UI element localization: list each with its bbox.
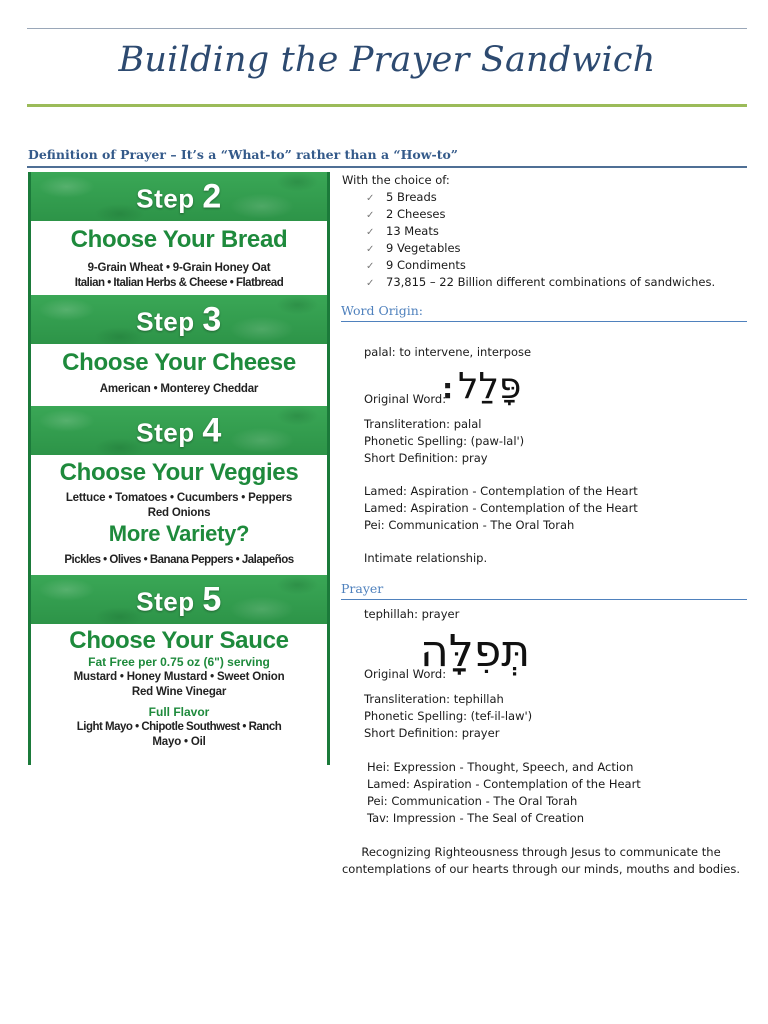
step-2-number: 2 xyxy=(202,177,222,215)
tephillah-meaning: tephillah: prayer xyxy=(364,607,460,621)
conclusion-paragraph: Recognizing Righteousness through Jesus to communicate the contemplations of our hearts through our minds, mouths and bodies. xyxy=(341,845,741,876)
palal-hebrew-word: פָּלַל xyxy=(458,366,522,407)
step-3-number: 3 xyxy=(202,300,222,338)
prayer-heading: Prayer xyxy=(341,581,384,596)
bread-line-1: 9-Grain Wheat • 9-Grain Honey Oat xyxy=(87,262,271,274)
tephillah-letter-2: Lamed: Aspiration - Contemplation of the Heart xyxy=(367,777,641,791)
choices-intro: With the choice of: xyxy=(342,173,450,187)
palal-original-word-label: Original Word: xyxy=(364,392,447,406)
step-2-band xyxy=(31,172,327,221)
tephillah-letter-3: Pei: Communication - The Oral Torah xyxy=(367,794,578,808)
sauce-line-2: Red Wine Vinegar xyxy=(131,686,227,698)
choices-list xyxy=(366,190,715,292)
bread-line-2: Italian • Italian Herbs & Cheese • Flatbread xyxy=(74,277,284,289)
step-3-band xyxy=(31,295,327,344)
word-origin-heading: Word Origin: xyxy=(341,303,423,318)
step-2-panel xyxy=(31,221,327,295)
palal-letter-3: Pei: Communication - The Oral Torah xyxy=(364,518,575,532)
check-bullet-icon: ✓ xyxy=(366,244,375,255)
check-bullet-icon: ✓ xyxy=(366,227,375,238)
veggies-line-2: Red Onions xyxy=(147,507,211,519)
palal-meaning: palal: to intervene, interpose xyxy=(364,345,532,359)
definition-rule xyxy=(27,166,747,168)
fat-free-label: Fat Free per 0.75 oz (6") serving xyxy=(88,655,270,669)
check-bullet-icon: ✓ xyxy=(366,261,375,272)
top-rule xyxy=(27,28,747,29)
sauce-line-3: Light Mayo • Chipotle Southwest • Ranch xyxy=(76,721,282,733)
palal-transliteration: Transliteration: palal xyxy=(364,417,482,431)
list-item: ✓ 2 Cheeses xyxy=(366,207,446,221)
check-bullet-icon: ✓ xyxy=(366,278,375,289)
tephillah-phonetic: Phonetic Spelling: (tef-il-law') xyxy=(364,709,533,723)
sandwich-steps-poster xyxy=(28,172,330,765)
more-variety-heading: More Variety? xyxy=(108,521,250,546)
step-2-heading: Choose Your Bread xyxy=(70,226,288,253)
list-item: ✓ 13 Meats xyxy=(366,224,439,238)
word-origin-rule xyxy=(341,321,747,322)
step-4-label: Step xyxy=(136,417,195,447)
list-item: ✓ 5 Breads xyxy=(366,190,437,204)
step-5-heading: Choose Your Sauce xyxy=(69,627,289,654)
sauce-line-1: Mustard • Honey Mustard • Sweet Onion xyxy=(73,671,285,683)
tephillah-letter-4: Tav: Impression - The Seal of Creation xyxy=(367,811,584,825)
sauce-line-4: Mayo • Oil xyxy=(152,736,206,748)
title-underline xyxy=(27,104,747,107)
colon-glyph: : xyxy=(442,372,454,405)
page-title: Building the Prayer Sandwich xyxy=(118,40,656,80)
variety-line-1: Pickles • Olives • Banana Peppers • Jalapeños xyxy=(64,554,294,566)
palal-short-definition: Short Definition: pray xyxy=(364,451,488,465)
step-3-heading: Choose Your Cheese xyxy=(62,349,296,376)
tephillah-hebrew-word: תְּפִלָּה xyxy=(420,626,531,677)
palal-letter-2: Lamed: Aspiration - Contemplation of the Heart xyxy=(364,501,638,515)
step-5-panel xyxy=(31,624,327,765)
tephillah-transliteration: Transliteration: tephillah xyxy=(364,692,504,706)
step-5-band xyxy=(31,575,327,624)
palal-letter-1: Lamed: Aspiration - Contemplation of the Heart xyxy=(364,484,638,498)
tephillah-original-word-label: Original Word: xyxy=(364,667,447,681)
step-2-label: Step xyxy=(136,183,195,213)
veggies-line-1: Lettuce • Tomatoes • Cucumbers • Peppers xyxy=(65,492,293,504)
palal-phonetic: Phonetic Spelling: (paw-lal') xyxy=(364,434,525,448)
tephillah-letter-1: Hei: Expression - Thought, Speech, and Action xyxy=(367,760,634,774)
check-bullet-icon: ✓ xyxy=(366,193,375,204)
palal-summary: Intimate relationship. xyxy=(364,551,488,565)
step-5-label: Step xyxy=(136,586,195,616)
list-item: ✓ 73,815 – 22 Billion different combinations of sandwiches. xyxy=(366,275,716,289)
step-3-panel xyxy=(31,344,327,406)
step-5-number: 5 xyxy=(202,580,222,618)
step-4-number: 4 xyxy=(202,411,222,449)
step-4-panel xyxy=(31,455,327,575)
check-bullet-icon: ✓ xyxy=(366,210,375,221)
cheese-line-1: American • Monterey Cheddar xyxy=(99,383,259,395)
step-3-label: Step xyxy=(136,306,195,336)
list-item: ✓ 9 Condiments xyxy=(366,258,466,272)
prayer-rule xyxy=(341,599,747,600)
list-item: ✓ 9 Vegetables xyxy=(366,241,461,255)
full-flavor-label: Full Flavor xyxy=(148,705,210,719)
tephillah-short-definition: Short Definition: prayer xyxy=(364,726,500,740)
step-4-heading: Choose Your Veggies xyxy=(59,459,299,486)
step-4-band xyxy=(31,406,327,455)
definition-heading: Definition of Prayer – It’s a “What-to” rather than a “How-to” xyxy=(28,147,458,162)
